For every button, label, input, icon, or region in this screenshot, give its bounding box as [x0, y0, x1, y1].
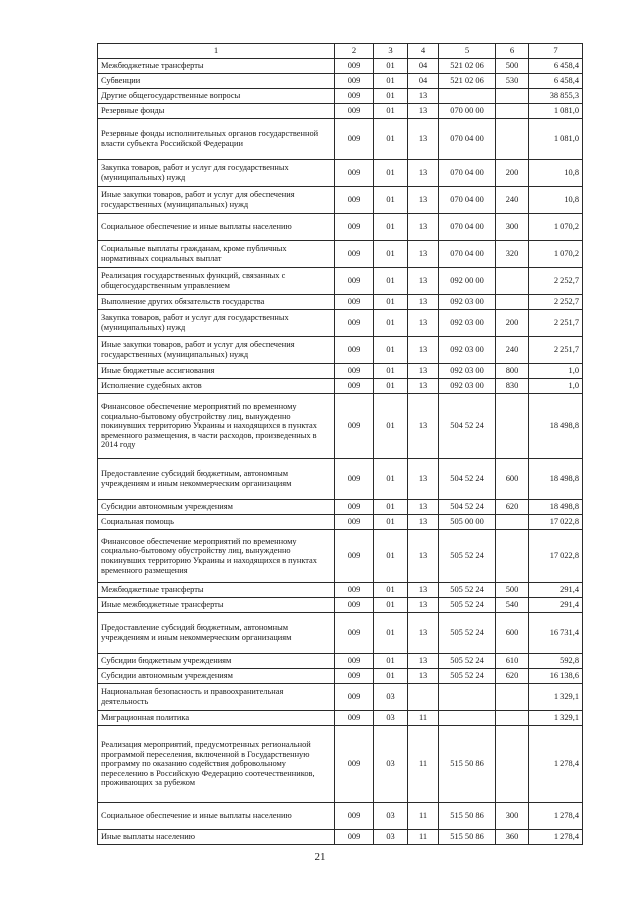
amount-cell: 1 278,4 [529, 803, 583, 830]
section-code-cell: 01 [374, 598, 408, 613]
section-code-cell: 01 [374, 104, 408, 119]
table-row [98, 310, 583, 337]
amount-cell: 1,0 [529, 364, 583, 379]
admin-code-cell: 009 [335, 500, 374, 515]
subsection-code-cell: 13 [408, 89, 439, 104]
subsection-code-cell: 13 [408, 379, 439, 394]
subsection-code-cell [408, 684, 439, 711]
table-row [98, 268, 583, 295]
admin-code-cell: 009 [335, 598, 374, 613]
expense-type-cell: 240 [496, 337, 529, 364]
amount-cell: 18 498,8 [529, 459, 583, 500]
item-name-cell: Иные выплаты населению [98, 830, 335, 845]
table-row [98, 379, 583, 394]
item-name-cell: Предоставление субсидий бюджетным, автономным учреждениям и иным некоммерческим организациям [98, 613, 335, 654]
expense-type-cell: 530 [496, 74, 529, 89]
section-code-cell: 03 [374, 726, 408, 803]
amount-cell: 291,4 [529, 598, 583, 613]
amount-cell: 1,0 [529, 379, 583, 394]
expense-type-cell [496, 530, 529, 583]
amount-cell: 2 252,7 [529, 268, 583, 295]
amount-cell: 1 329,1 [529, 711, 583, 726]
admin-code-cell: 009 [335, 59, 374, 74]
item-name-cell: Иные закупки товаров, работ и услуг для обеспечения государственных (муниципальных) нужд [98, 337, 335, 364]
target-article-cell: 505 52 24 [439, 583, 496, 598]
subsection-code-cell: 04 [408, 74, 439, 89]
item-name-cell: Резервные фонды [98, 104, 335, 119]
subsection-code-cell: 13 [408, 669, 439, 684]
target-article-cell: 505 52 24 [439, 598, 496, 613]
section-code-cell: 03 [374, 830, 408, 845]
target-article-cell: 070 00 00 [439, 104, 496, 119]
admin-code-cell: 009 [335, 394, 374, 459]
subsection-code-cell: 13 [408, 530, 439, 583]
target-article-cell: 092 03 00 [439, 295, 496, 310]
subsection-code-cell: 13 [408, 500, 439, 515]
target-article-cell [439, 89, 496, 104]
admin-code-cell: 009 [335, 337, 374, 364]
target-article-cell: 070 04 00 [439, 214, 496, 241]
section-code-cell: 01 [374, 613, 408, 654]
expense-type-cell [496, 684, 529, 711]
target-article-cell: 092 03 00 [439, 337, 496, 364]
expense-type-cell: 300 [496, 214, 529, 241]
admin-code-cell: 009 [335, 364, 374, 379]
target-article-cell: 070 04 00 [439, 187, 496, 214]
target-article-cell: 092 03 00 [439, 379, 496, 394]
table-row [98, 654, 583, 669]
table-row [98, 711, 583, 726]
section-code-cell: 01 [374, 364, 408, 379]
item-name-cell: Выполнение других обязательств государства [98, 295, 335, 310]
expense-type-cell [496, 515, 529, 530]
section-code-cell: 01 [374, 310, 408, 337]
expense-type-cell: 240 [496, 187, 529, 214]
section-code-cell: 01 [374, 187, 408, 214]
item-name-cell: Реализация государственных функций, связанных с общегосударственным управлением [98, 268, 335, 295]
section-code-cell: 01 [374, 530, 408, 583]
subsection-code-cell: 13 [408, 459, 439, 500]
amount-cell: 6 458,4 [529, 59, 583, 74]
admin-code-cell: 009 [335, 160, 374, 187]
table-row [98, 530, 583, 583]
amount-cell: 6 458,4 [529, 74, 583, 89]
admin-code-cell: 009 [335, 268, 374, 295]
expense-type-cell: 600 [496, 459, 529, 500]
amount-cell: 1 070,2 [529, 214, 583, 241]
admin-code-cell: 009 [335, 613, 374, 654]
expense-type-cell [496, 119, 529, 160]
section-code-cell: 01 [374, 241, 408, 268]
item-name-cell: Миграционная политика [98, 711, 335, 726]
target-article-cell: 070 04 00 [439, 119, 496, 160]
item-name-cell: Иные межбюджетные трансферты [98, 598, 335, 613]
section-code-cell: 01 [374, 654, 408, 669]
item-name-cell: Социальное обеспечение и иные выплаты населению [98, 803, 335, 830]
target-article-cell: 070 04 00 [439, 160, 496, 187]
amount-cell: 10,8 [529, 160, 583, 187]
subsection-code-cell: 13 [408, 613, 439, 654]
item-name-cell: Социальное обеспечение и иные выплаты населению [98, 214, 335, 241]
subsection-code-cell: 11 [408, 726, 439, 803]
table-row [98, 515, 583, 530]
target-article-cell: 092 03 00 [439, 310, 496, 337]
target-article-cell: 515 50 86 [439, 830, 496, 845]
section-code-cell: 01 [374, 379, 408, 394]
section-code-cell: 01 [374, 268, 408, 295]
header-cell-4: 4 [408, 44, 439, 59]
expense-type-cell [496, 268, 529, 295]
item-name-cell: Национальная безопасность и правоохранительная деятельность [98, 684, 335, 711]
target-article-cell: 092 03 00 [439, 364, 496, 379]
table-row [98, 669, 583, 684]
section-code-cell: 01 [374, 74, 408, 89]
expense-type-cell: 620 [496, 500, 529, 515]
table-row [98, 364, 583, 379]
subsection-code-cell: 13 [408, 119, 439, 160]
target-article-cell: 521 02 06 [439, 74, 496, 89]
header-cell-3: 3 [374, 44, 408, 59]
section-code-cell: 01 [374, 500, 408, 515]
section-code-cell: 01 [374, 119, 408, 160]
admin-code-cell: 009 [335, 711, 374, 726]
item-name-cell: Субсидии автономным учреждениям [98, 500, 335, 515]
admin-code-cell: 009 [335, 459, 374, 500]
amount-cell: 291,4 [529, 583, 583, 598]
item-name-cell: Реализация мероприятий, предусмотренных региональной программой переселения, включенной в Государственную программу по оказанию содействия добровольному переселению в Российскую Федерацию соотечественников, проживающих за рубежом [98, 726, 335, 803]
amount-cell: 592,8 [529, 654, 583, 669]
amount-cell: 1 278,4 [529, 830, 583, 845]
admin-code-cell: 009 [335, 187, 374, 214]
subsection-code-cell: 04 [408, 59, 439, 74]
amount-cell: 18 498,8 [529, 394, 583, 459]
table-row [98, 214, 583, 241]
section-code-cell: 01 [374, 214, 408, 241]
table-row [98, 59, 583, 74]
expense-type-cell: 200 [496, 160, 529, 187]
item-name-cell: Социальная помощь [98, 515, 335, 530]
expense-type-cell: 320 [496, 241, 529, 268]
amount-cell: 1 081,0 [529, 119, 583, 160]
item-name-cell: Резервные фонды исполнительных органов государственной власти субъекта Российской Федерации [98, 119, 335, 160]
admin-code-cell: 009 [335, 515, 374, 530]
table-row [98, 160, 583, 187]
subsection-code-cell: 13 [408, 295, 439, 310]
admin-code-cell: 009 [335, 119, 374, 160]
item-name-cell: Межбюджетные трансферты [98, 59, 335, 74]
admin-code-cell: 009 [335, 214, 374, 241]
subsection-code-cell: 13 [408, 654, 439, 669]
target-article-cell: 505 52 24 [439, 654, 496, 669]
expense-type-cell: 300 [496, 803, 529, 830]
table-header-row [98, 44, 583, 59]
amount-cell: 10,8 [529, 187, 583, 214]
section-code-cell: 01 [374, 515, 408, 530]
amount-cell: 1 329,1 [529, 684, 583, 711]
item-name-cell: Субвенции [98, 74, 335, 89]
expense-type-cell: 200 [496, 310, 529, 337]
item-name-cell: Финансовое обеспечение мероприятий по временному социально-бытовому обустройству лиц, вынужденно покинувших территорию Украины и находящихся в пунктах временного размещения, в части расходов, произведенных в 2014 году [98, 394, 335, 459]
section-code-cell: 01 [374, 583, 408, 598]
subsection-code-cell: 13 [408, 583, 439, 598]
table-row [98, 187, 583, 214]
item-name-cell: Закупка товаров, работ и услуг для государственных (муниципальных) нужд [98, 160, 335, 187]
page-number: 21 [314, 851, 326, 863]
subsection-code-cell: 13 [408, 268, 439, 295]
item-name-cell: Финансовое обеспечение мероприятий по временному социально-бытовому обустройству лиц, вынужденно покинувших территорию Украины и находящихся в пунктах временного размещения [98, 530, 335, 583]
admin-code-cell: 009 [335, 830, 374, 845]
table-row [98, 613, 583, 654]
header-cell-6: 6 [496, 44, 529, 59]
target-article-cell: 505 52 24 [439, 669, 496, 684]
admin-code-cell: 009 [335, 654, 374, 669]
subsection-code-cell: 13 [408, 160, 439, 187]
amount-cell: 2 251,7 [529, 310, 583, 337]
amount-cell: 18 498,8 [529, 500, 583, 515]
admin-code-cell: 009 [335, 530, 374, 583]
table-row [98, 598, 583, 613]
header-cell-1: 1 [98, 44, 335, 59]
admin-code-cell: 009 [335, 241, 374, 268]
subsection-code-cell: 13 [408, 598, 439, 613]
section-code-cell: 01 [374, 89, 408, 104]
expense-type-cell: 360 [496, 830, 529, 845]
expense-type-cell: 600 [496, 613, 529, 654]
expense-type-cell: 620 [496, 669, 529, 684]
subsection-code-cell: 11 [408, 711, 439, 726]
table-row [98, 583, 583, 598]
table-row [98, 104, 583, 119]
expense-type-cell: 830 [496, 379, 529, 394]
section-code-cell: 01 [374, 459, 408, 500]
table-row [98, 830, 583, 845]
table-row [98, 394, 583, 459]
target-article-cell: 504 52 24 [439, 394, 496, 459]
admin-code-cell: 009 [335, 684, 374, 711]
subsection-code-cell: 13 [408, 337, 439, 364]
table-row [98, 500, 583, 515]
amount-cell: 16 138,6 [529, 669, 583, 684]
expense-type-cell: 540 [496, 598, 529, 613]
item-name-cell: Субсидии бюджетным учреждениям [98, 654, 335, 669]
item-name-cell: Другие общегосударственные вопросы [98, 89, 335, 104]
item-name-cell: Межбюджетные трансферты [98, 583, 335, 598]
table-row [98, 459, 583, 500]
admin-code-cell: 009 [335, 74, 374, 89]
amount-cell: 16 731,4 [529, 613, 583, 654]
table-row [98, 803, 583, 830]
header-cell-5: 5 [439, 44, 496, 59]
admin-code-cell: 009 [335, 726, 374, 803]
subsection-code-cell: 13 [408, 394, 439, 459]
table-row [98, 119, 583, 160]
expense-type-cell [496, 104, 529, 119]
expense-type-cell [496, 89, 529, 104]
table-row [98, 89, 583, 104]
admin-code-cell: 009 [335, 803, 374, 830]
target-article-cell: 092 00 00 [439, 268, 496, 295]
table-row [98, 726, 583, 803]
target-article-cell: 504 52 24 [439, 459, 496, 500]
item-name-cell: Социальные выплаты гражданам, кроме публичных нормативных социальных выплат [98, 241, 335, 268]
amount-cell: 1 070,2 [529, 241, 583, 268]
item-name-cell: Иные закупки товаров, работ и услуг для обеспечения государственных (муниципальных) нужд [98, 187, 335, 214]
target-article-cell: 505 52 24 [439, 613, 496, 654]
expense-type-cell [496, 295, 529, 310]
section-code-cell: 01 [374, 295, 408, 310]
target-article-cell: 505 00 00 [439, 515, 496, 530]
amount-cell: 17 022,8 [529, 530, 583, 583]
expense-type-cell: 500 [496, 583, 529, 598]
section-code-cell: 03 [374, 684, 408, 711]
table-row [98, 337, 583, 364]
table-row [98, 74, 583, 89]
section-code-cell: 01 [374, 59, 408, 74]
expense-type-cell: 800 [496, 364, 529, 379]
amount-cell: 1 081,0 [529, 104, 583, 119]
section-code-cell: 01 [374, 160, 408, 187]
subsection-code-cell: 13 [408, 364, 439, 379]
table-row [98, 295, 583, 310]
expense-type-cell [496, 711, 529, 726]
table-row [98, 684, 583, 711]
admin-code-cell: 009 [335, 379, 374, 394]
budget-table [97, 43, 583, 845]
admin-code-cell: 009 [335, 583, 374, 598]
subsection-code-cell: 13 [408, 515, 439, 530]
admin-code-cell: 009 [335, 89, 374, 104]
amount-cell: 2 252,7 [529, 295, 583, 310]
subsection-code-cell: 13 [408, 214, 439, 241]
target-article-cell: 521 02 06 [439, 59, 496, 74]
item-name-cell: Субсидии автономным учреждениям [98, 669, 335, 684]
section-code-cell: 01 [374, 337, 408, 364]
admin-code-cell: 009 [335, 310, 374, 337]
amount-cell: 2 251,7 [529, 337, 583, 364]
amount-cell: 1 278,4 [529, 726, 583, 803]
subsection-code-cell: 11 [408, 830, 439, 845]
section-code-cell: 03 [374, 803, 408, 830]
subsection-code-cell: 13 [408, 310, 439, 337]
target-article-cell [439, 684, 496, 711]
subsection-code-cell: 11 [408, 803, 439, 830]
item-name-cell: Закупка товаров, работ и услуг для государственных (муниципальных) нужд [98, 310, 335, 337]
target-article-cell: 515 50 86 [439, 803, 496, 830]
item-name-cell: Иные бюджетные ассигнования [98, 364, 335, 379]
target-article-cell [439, 711, 496, 726]
item-name-cell: Предоставление субсидий бюджетным, автономным учреждениям и иным некоммерческим организациям [98, 459, 335, 500]
section-code-cell: 01 [374, 669, 408, 684]
expense-type-cell [496, 726, 529, 803]
admin-code-cell: 009 [335, 104, 374, 119]
header-cell-2: 2 [335, 44, 374, 59]
target-article-cell: 504 52 24 [439, 500, 496, 515]
expense-type-cell [496, 394, 529, 459]
subsection-code-cell: 13 [408, 104, 439, 119]
amount-cell: 38 855,3 [529, 89, 583, 104]
item-name-cell: Исполнение судебных актов [98, 379, 335, 394]
subsection-code-cell: 13 [408, 241, 439, 268]
target-article-cell: 515 50 86 [439, 726, 496, 803]
table-row [98, 241, 583, 268]
header-cell-7: 7 [529, 44, 583, 59]
section-code-cell: 01 [374, 394, 408, 459]
expense-type-cell: 500 [496, 59, 529, 74]
subsection-code-cell: 13 [408, 187, 439, 214]
admin-code-cell: 009 [335, 669, 374, 684]
admin-code-cell: 009 [335, 295, 374, 310]
target-article-cell: 070 04 00 [439, 241, 496, 268]
amount-cell: 17 022,8 [529, 515, 583, 530]
expense-type-cell: 610 [496, 654, 529, 669]
target-article-cell: 505 52 24 [439, 530, 496, 583]
section-code-cell: 03 [374, 711, 408, 726]
